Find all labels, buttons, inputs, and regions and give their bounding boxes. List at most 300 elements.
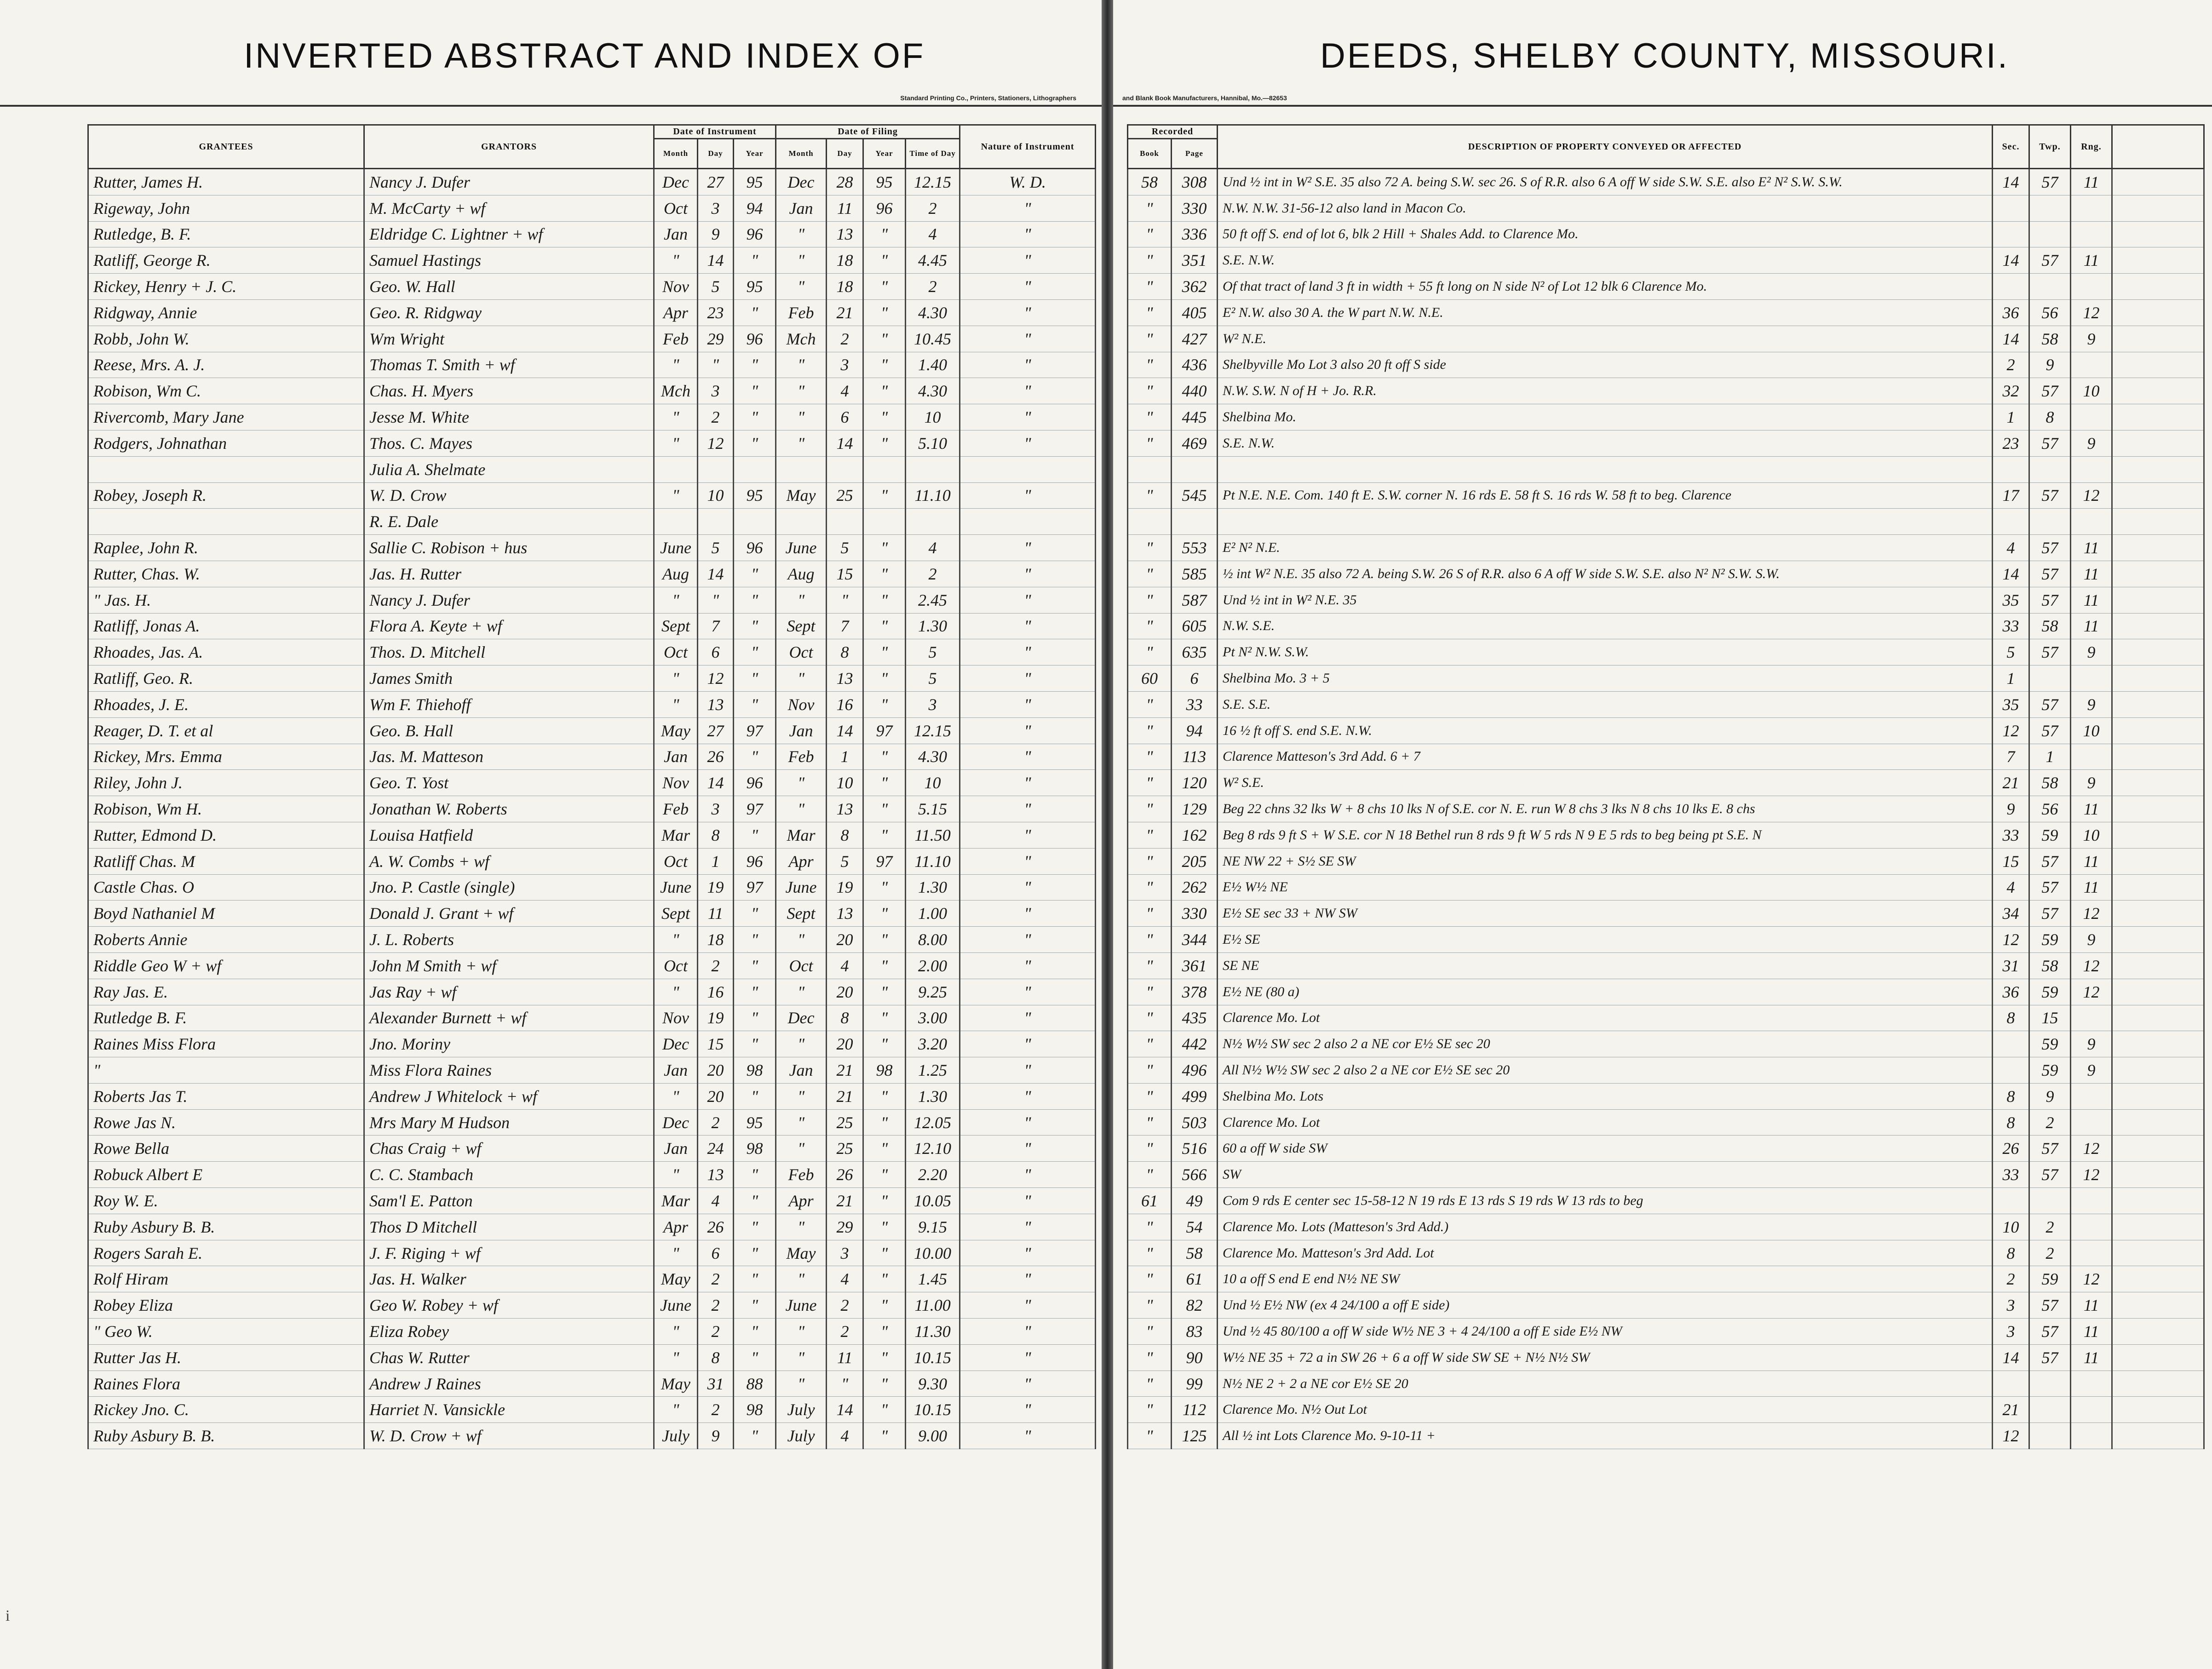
- instrument-month-cell: Apr: [654, 299, 698, 326]
- filing-year-cell: ": [863, 1344, 906, 1371]
- blank-cell: [2112, 352, 2204, 378]
- nature-cell: ": [960, 587, 1096, 613]
- sec-cell: 8: [1993, 1005, 2029, 1031]
- ledger-row: [88, 274, 1096, 300]
- instrument-year-cell: ": [734, 1162, 776, 1188]
- filing-time-cell: 12.15: [906, 717, 960, 744]
- nature-cell: [960, 456, 1096, 482]
- nature-cell: ": [960, 848, 1096, 874]
- ledger-row: [88, 744, 1096, 770]
- rng-cell: [2071, 1371, 2112, 1397]
- ledger-row: [1128, 900, 2204, 927]
- description-cell: E½ W½ NE: [1218, 874, 1993, 900]
- filing-month-cell: ": [776, 1031, 827, 1057]
- twp-cell: 57: [2029, 691, 2071, 717]
- filing-year-cell: ": [863, 1083, 906, 1109]
- instrument-year-cell: 98: [734, 1136, 776, 1162]
- rng-cell: 11: [2071, 561, 2112, 587]
- filing-day-cell: ": [827, 1371, 863, 1397]
- ledger-row: [88, 1423, 1096, 1449]
- rng-cell: [2071, 509, 2112, 535]
- filing-time-cell: 2.20: [906, 1162, 960, 1188]
- filing-month-cell: Nov: [776, 691, 827, 717]
- filing-day-cell: 13: [827, 221, 863, 247]
- rng-cell: 9: [2071, 430, 2112, 456]
- grantee-cell: Rowe Bella: [88, 1136, 364, 1162]
- sec-cell: 2: [1993, 1266, 2029, 1292]
- grantor-cell: Geo. R. Ridgway: [364, 299, 654, 326]
- filing-time-cell: 11.00: [906, 1292, 960, 1319]
- twp-cell: 1: [2029, 744, 2071, 770]
- book-cell: ": [1128, 587, 1172, 613]
- filing-year-cell: ": [863, 770, 906, 796]
- filing-time-cell: 1.30: [906, 613, 960, 639]
- instrument-day-cell: 2: [698, 1109, 734, 1136]
- book-cell: ": [1128, 404, 1172, 430]
- book-cell: ": [1128, 770, 1172, 796]
- rng-cell: 10: [2071, 822, 2112, 848]
- filing-day-cell: 20: [827, 979, 863, 1005]
- description-cell: Und ½ E½ NW (ex 4 24/100 a off E side): [1218, 1292, 1993, 1319]
- filing-year-cell: 97: [863, 848, 906, 874]
- blank-cell: [2112, 1319, 2204, 1345]
- grantor-cell: Wm F. Thiehoff: [364, 691, 654, 717]
- rng-cell: 11: [2071, 796, 2112, 822]
- book-cell: ": [1128, 1136, 1172, 1162]
- book-cell: ": [1128, 1162, 1172, 1188]
- ledger-row: [88, 979, 1096, 1005]
- ledger-row: [88, 299, 1096, 326]
- book-cell: ": [1128, 874, 1172, 900]
- left-page-title: INVERTED ABSTRACT AND INDEX OF: [244, 36, 925, 75]
- grantee-cell: [88, 456, 364, 482]
- grantor-cell: Donald J. Grant + wf: [364, 900, 654, 927]
- twp-cell: 57: [2029, 561, 2071, 587]
- book-cell: ": [1128, 1397, 1172, 1423]
- ledger-row: [88, 874, 1096, 900]
- ledger-row: [1128, 561, 2204, 587]
- filing-time-cell: 2: [906, 195, 960, 221]
- blank-cell: [2112, 482, 2204, 509]
- book-cell: ": [1128, 1371, 1172, 1397]
- filing-year-cell: ": [863, 1005, 906, 1031]
- recorded-description-table: [1127, 124, 2205, 1449]
- instrument-day-cell: 13: [698, 691, 734, 717]
- nature-cell: ": [960, 482, 1096, 509]
- instrument-year-cell: ": [734, 1031, 776, 1057]
- rng-cell: [2071, 404, 2112, 430]
- description-cell: E½ SE: [1218, 927, 1993, 953]
- ledger-row: [1128, 770, 2204, 796]
- grantor-cell: W. D. Crow + wf: [364, 1423, 654, 1449]
- filing-time-cell: 3.00: [906, 1005, 960, 1031]
- filing-time-cell: 10.00: [906, 1240, 960, 1266]
- nature-cell: ": [960, 979, 1096, 1005]
- ledger-row: [88, 1005, 1096, 1031]
- blank-cell: [2112, 535, 2204, 561]
- filing-time-cell: 5: [906, 665, 960, 692]
- instrument-month-cell: May: [654, 1371, 698, 1397]
- filing-day-cell: 8: [827, 639, 863, 665]
- twp-cell: 56: [2029, 796, 2071, 822]
- filing-year-cell: ": [863, 430, 906, 456]
- instrument-year-cell: ": [734, 1266, 776, 1292]
- ledger-row: [88, 717, 1096, 744]
- sec-cell: 35: [1993, 587, 2029, 613]
- filing-time-cell: 9.30: [906, 1371, 960, 1397]
- filing-month-cell: ": [776, 274, 827, 300]
- filing-year-cell: ": [863, 1031, 906, 1057]
- description-cell: Und ½ int in W² S.E. 35 also 72 A. being S.W. sec 26. S of R.R. also 6 A off W side S.W. S.E. also E² N² S.W. S.W.: [1218, 169, 1993, 195]
- ledger-row: [88, 1240, 1096, 1266]
- grantee-cell: Robey, Joseph R.: [88, 482, 364, 509]
- twp-cell: 9: [2029, 352, 2071, 378]
- twp-cell: 57: [2029, 587, 2071, 613]
- blank-cell: [2112, 561, 2204, 587]
- filing-time-cell: 10.45: [906, 326, 960, 352]
- filing-year-cell: 96: [863, 195, 906, 221]
- filing-year-cell: ": [863, 352, 906, 378]
- filing-time-cell: 1.25: [906, 1057, 960, 1084]
- blank-cell: [2112, 221, 2204, 247]
- instrument-month-cell: Mar: [654, 822, 698, 848]
- ledger-row: [88, 1136, 1096, 1162]
- page-cell: 496: [1172, 1057, 1218, 1084]
- instrument-year-cell: 94: [734, 195, 776, 221]
- book-cell: 61: [1128, 1188, 1172, 1214]
- filing-month-cell: ": [776, 1083, 827, 1109]
- grantor-cell: James Smith: [364, 665, 654, 692]
- instrument-day-cell: 14: [698, 247, 734, 274]
- filing-year-cell: ": [863, 744, 906, 770]
- book-cell: ": [1128, 691, 1172, 717]
- blank-cell: [2112, 1214, 2204, 1240]
- instrument-year-cell: ": [734, 613, 776, 639]
- filing-time-cell: [906, 509, 960, 535]
- col-book: Book: [1128, 139, 1172, 169]
- page-cell: 427: [1172, 326, 1218, 352]
- filing-year-cell: ": [863, 1214, 906, 1240]
- filing-day-cell: 10: [827, 770, 863, 796]
- blank-cell: [2112, 1423, 2204, 1449]
- instrument-day-cell: 20: [698, 1083, 734, 1109]
- ledger-row: [1128, 1371, 2204, 1397]
- rng-cell: [2071, 1005, 2112, 1031]
- description-cell: W² S.E.: [1218, 770, 1993, 796]
- ledger-row: [1128, 1319, 2204, 1345]
- grantee-cell: Rutter, Chas. W.: [88, 561, 364, 587]
- nature-cell: ": [960, 1292, 1096, 1319]
- sec-cell: 17: [1993, 482, 2029, 509]
- filing-month-cell: Sept: [776, 613, 827, 639]
- page-cell: 362: [1172, 274, 1218, 300]
- grantee-cell: Roberts Jas T.: [88, 1083, 364, 1109]
- grantor-cell: Andrew J Whitelock + wf: [364, 1083, 654, 1109]
- filing-month-cell: ": [776, 221, 827, 247]
- instrument-day-cell: 29: [698, 326, 734, 352]
- blank-cell: [2112, 1162, 2204, 1188]
- twp-cell: [2029, 221, 2071, 247]
- filing-time-cell: 10.05: [906, 1188, 960, 1214]
- filing-month-cell: ": [776, 247, 827, 274]
- description-cell: Beg 8 rds 9 ft S + W S.E. cor N 18 Bethel run 8 rds 9 ft W 5 rds N 9 E 5 rds to beg being pt S.E. N: [1218, 822, 1993, 848]
- book-cell: ": [1128, 1109, 1172, 1136]
- instrument-day-cell: 16: [698, 979, 734, 1005]
- instrument-year-cell: ": [734, 561, 776, 587]
- instrument-day-cell: 2: [698, 1397, 734, 1423]
- instrument-month-cell: July: [654, 1423, 698, 1449]
- grantor-cell: Samuel Hastings: [364, 247, 654, 274]
- twp-cell: [2029, 456, 2071, 482]
- ledger-row: [1128, 1162, 2204, 1188]
- filing-day-cell: 13: [827, 665, 863, 692]
- description-cell: Clarence Mo. Lot: [1218, 1005, 1993, 1031]
- twp-cell: 57: [2029, 848, 2071, 874]
- ledger-row: [1128, 326, 2204, 352]
- sec-cell: 1: [1993, 404, 2029, 430]
- filing-month-cell: ": [776, 378, 827, 404]
- book-cell: ": [1128, 1266, 1172, 1292]
- twp-cell: 57: [2029, 169, 2071, 195]
- grantor-cell: Sam'l E. Patton: [364, 1188, 654, 1214]
- twp-cell: 56: [2029, 299, 2071, 326]
- description-cell: NE NW 22 + S½ SE SW: [1218, 848, 1993, 874]
- instrument-year-cell: ": [734, 299, 776, 326]
- twp-cell: 57: [2029, 482, 2071, 509]
- description-cell: E² N.W. also 30 A. the W part N.W. N.E.: [1218, 299, 1993, 326]
- twp-cell: [2029, 274, 2071, 300]
- grantor-cell: W. D. Crow: [364, 482, 654, 509]
- blank-cell: [2112, 247, 2204, 274]
- description-cell: E² N² N.E.: [1218, 535, 1993, 561]
- page-cell: 435: [1172, 1005, 1218, 1031]
- instrument-day-cell: [698, 456, 734, 482]
- ledger-row: [1128, 1188, 2204, 1214]
- ledger-row: [1128, 979, 2204, 1005]
- twp-cell: 59: [2029, 1266, 2071, 1292]
- grantor-cell: Geo W. Robey + wf: [364, 1292, 654, 1319]
- filing-month-cell: June: [776, 874, 827, 900]
- filing-day-cell: 5: [827, 535, 863, 561]
- rng-cell: [2071, 1188, 2112, 1214]
- blank-cell: [2112, 169, 2204, 195]
- instrument-month-cell: [654, 456, 698, 482]
- instrument-month-cell: ": [654, 352, 698, 378]
- filing-time-cell: 10: [906, 404, 960, 430]
- book-cell: 58: [1128, 169, 1172, 195]
- grantee-cell: Robey Eliza: [88, 1292, 364, 1319]
- ledger-row: [88, 1371, 1096, 1397]
- ledger-row: [1128, 1266, 2204, 1292]
- rng-cell: 12: [2071, 1162, 2112, 1188]
- twp-cell: [2029, 1188, 2071, 1214]
- grantor-cell: Nancy J. Dufer: [364, 169, 654, 195]
- filing-month-cell: Dec: [776, 1005, 827, 1031]
- instrument-month-cell: Aug: [654, 561, 698, 587]
- blank-cell: [2112, 900, 2204, 927]
- filing-time-cell: 11.10: [906, 482, 960, 509]
- instrument-day-cell: 19: [698, 874, 734, 900]
- sec-cell: [1993, 1371, 2029, 1397]
- instrument-year-cell: 95: [734, 169, 776, 195]
- sec-cell: 21: [1993, 1397, 2029, 1423]
- instrument-day-cell: 3: [698, 195, 734, 221]
- grantee-cell: Rodgers, Johnathan: [88, 430, 364, 456]
- sec-cell: 7: [1993, 744, 2029, 770]
- page-cell: 585: [1172, 561, 1218, 587]
- instrument-month-cell: ": [654, 482, 698, 509]
- page-cell: 6: [1172, 665, 1218, 692]
- filing-year-cell: ": [863, 404, 906, 430]
- instrument-year-cell: ": [734, 1423, 776, 1449]
- filing-day-cell: 29: [827, 1214, 863, 1240]
- ledger-row: [1128, 1083, 2204, 1109]
- description-cell: ½ int W² N.E. 35 also 72 A. being S.W. 26 S of R.R. also 6 A off W side S.W. S.E. also N² N² S.W. S.W.: [1218, 561, 1993, 587]
- grantor-cell: R. E. Dale: [364, 509, 654, 535]
- blank-cell: [2112, 1031, 2204, 1057]
- grantee-cell: Reager, D. T. et al: [88, 717, 364, 744]
- instrument-year-cell: ": [734, 744, 776, 770]
- col-time-of-day: Time of Day: [906, 139, 960, 169]
- rng-cell: 11: [2071, 1292, 2112, 1319]
- ledger-row: [88, 221, 1096, 247]
- grantee-cell: Rutter, James H.: [88, 169, 364, 195]
- ledger-row: [1128, 1136, 2204, 1162]
- blank-cell: [2112, 874, 2204, 900]
- description-cell: N.W. N.W. 31-56-12 also land in Macon Co.: [1218, 195, 1993, 221]
- book-cell: ": [1128, 796, 1172, 822]
- instrument-day-cell: 3: [698, 796, 734, 822]
- filing-year-cell: ": [863, 1162, 906, 1188]
- blank-cell: [2112, 691, 2204, 717]
- sec-cell: 3: [1993, 1319, 2029, 1345]
- ledger-row: [88, 169, 1096, 195]
- filing-month-cell: ": [776, 1266, 827, 1292]
- description-cell: S.E. N.W.: [1218, 247, 1993, 274]
- grantor-cell: Geo. T. Yost: [364, 770, 654, 796]
- filing-year-cell: ": [863, 378, 906, 404]
- nature-cell: ": [960, 1240, 1096, 1266]
- filing-time-cell: 12.15: [906, 169, 960, 195]
- ledger-row: [88, 952, 1096, 979]
- book-cell: ": [1128, 221, 1172, 247]
- filing-month-cell: ": [776, 430, 827, 456]
- blank-cell: [2112, 613, 2204, 639]
- grantee-cell: Robison, Wm H.: [88, 796, 364, 822]
- ledger-row: [88, 822, 1096, 848]
- ledger-row: [1128, 1423, 2204, 1449]
- book-cell: 60: [1128, 665, 1172, 692]
- twp-cell: 2: [2029, 1240, 2071, 1266]
- description-cell: Of that tract of land 3 ft in width + 55 ft long on N side N² of Lot 12 blk 6 Clarence Mo.: [1218, 274, 1993, 300]
- grantee-cell: Rutledge B. F.: [88, 1005, 364, 1031]
- blank-cell: [2112, 378, 2204, 404]
- book-cell: ": [1128, 1344, 1172, 1371]
- instrument-month-cell: Oct: [654, 848, 698, 874]
- description-cell: Clarence Mo. Lot: [1218, 1109, 1993, 1136]
- page-cell: 545: [1172, 482, 1218, 509]
- sec-cell: 23: [1993, 430, 2029, 456]
- instrument-year-cell: ": [734, 665, 776, 692]
- description-cell: Pt N.E. N.E. Com. 140 ft E. S.W. corner N. 16 rds E. 58 ft S. 16 rds W. 58 ft to beg. Clarence: [1218, 482, 1993, 509]
- filing-month-cell: July: [776, 1397, 827, 1423]
- ledger-row: [1128, 404, 2204, 430]
- nature-cell: ": [960, 1214, 1096, 1240]
- grantee-cell: " Geo W.: [88, 1319, 364, 1345]
- page-cell: 129: [1172, 796, 1218, 822]
- filing-year-cell: ": [863, 822, 906, 848]
- filing-year-cell: ": [863, 1292, 906, 1319]
- filing-year-cell: [863, 456, 906, 482]
- instrument-month-cell: Jan: [654, 744, 698, 770]
- blank-cell: [2112, 1344, 2204, 1371]
- twp-cell: 57: [2029, 1292, 2071, 1319]
- ledger-row: [88, 482, 1096, 509]
- sec-cell: [1993, 509, 2029, 535]
- rng-cell: [2071, 1240, 2112, 1266]
- filing-time-cell: 9.00: [906, 1423, 960, 1449]
- book-cell: ": [1128, 1057, 1172, 1084]
- book-cell: ": [1128, 1423, 1172, 1449]
- instrument-day-cell: 27: [698, 169, 734, 195]
- book-cell: ": [1128, 247, 1172, 274]
- sec-cell: 36: [1993, 979, 2029, 1005]
- rng-cell: [2071, 1083, 2112, 1109]
- filing-month-cell: ": [776, 1344, 827, 1371]
- page-cell: 330: [1172, 195, 1218, 221]
- page-cell: 566: [1172, 1162, 1218, 1188]
- filing-time-cell: 1.00: [906, 900, 960, 927]
- rng-cell: [2071, 1397, 2112, 1423]
- filing-year-cell: ": [863, 221, 906, 247]
- nature-cell: ": [960, 352, 1096, 378]
- book-cell: ": [1128, 326, 1172, 352]
- grantor-cell: Jas. H. Rutter: [364, 561, 654, 587]
- ledger-row: [88, 639, 1096, 665]
- col-blank: [2112, 125, 2204, 169]
- filing-month-cell: May: [776, 482, 827, 509]
- filing-time-cell: 11.50: [906, 822, 960, 848]
- col-inst-month: Month: [654, 139, 698, 169]
- instrument-day-cell: 2: [698, 952, 734, 979]
- filing-day-cell: 13: [827, 900, 863, 927]
- description-cell: W½ NE 35 + 72 a in SW 26 + 6 a off W side SW SE + N½ N½ SW: [1218, 1344, 1993, 1371]
- col-description: DESCRIPTION OF PROPERTY CONVEYED OR AFFECTED: [1218, 125, 1993, 169]
- blank-cell: [2112, 822, 2204, 848]
- blank-cell: [2112, 927, 2204, 953]
- page-cell: 436: [1172, 352, 1218, 378]
- instrument-year-cell: ": [734, 378, 776, 404]
- ledger-row: [88, 247, 1096, 274]
- col-page: Page: [1172, 139, 1218, 169]
- filing-month-cell: June: [776, 535, 827, 561]
- filing-day-cell: 18: [827, 274, 863, 300]
- blank-cell: [2112, 952, 2204, 979]
- filing-day-cell: [827, 509, 863, 535]
- filing-time-cell: 5: [906, 639, 960, 665]
- filing-day-cell: 14: [827, 430, 863, 456]
- filing-day-cell: 25: [827, 1136, 863, 1162]
- grantor-cell: Jesse M. White: [364, 404, 654, 430]
- instrument-month-cell: ": [654, 665, 698, 692]
- blank-cell: [2112, 770, 2204, 796]
- grantee-cell: Rutter Jas H.: [88, 1344, 364, 1371]
- page-cell: 553: [1172, 535, 1218, 561]
- page-cell: [1172, 509, 1218, 535]
- nature-cell: ": [960, 247, 1096, 274]
- sec-cell: 33: [1993, 613, 2029, 639]
- instrument-day-cell: ": [698, 587, 734, 613]
